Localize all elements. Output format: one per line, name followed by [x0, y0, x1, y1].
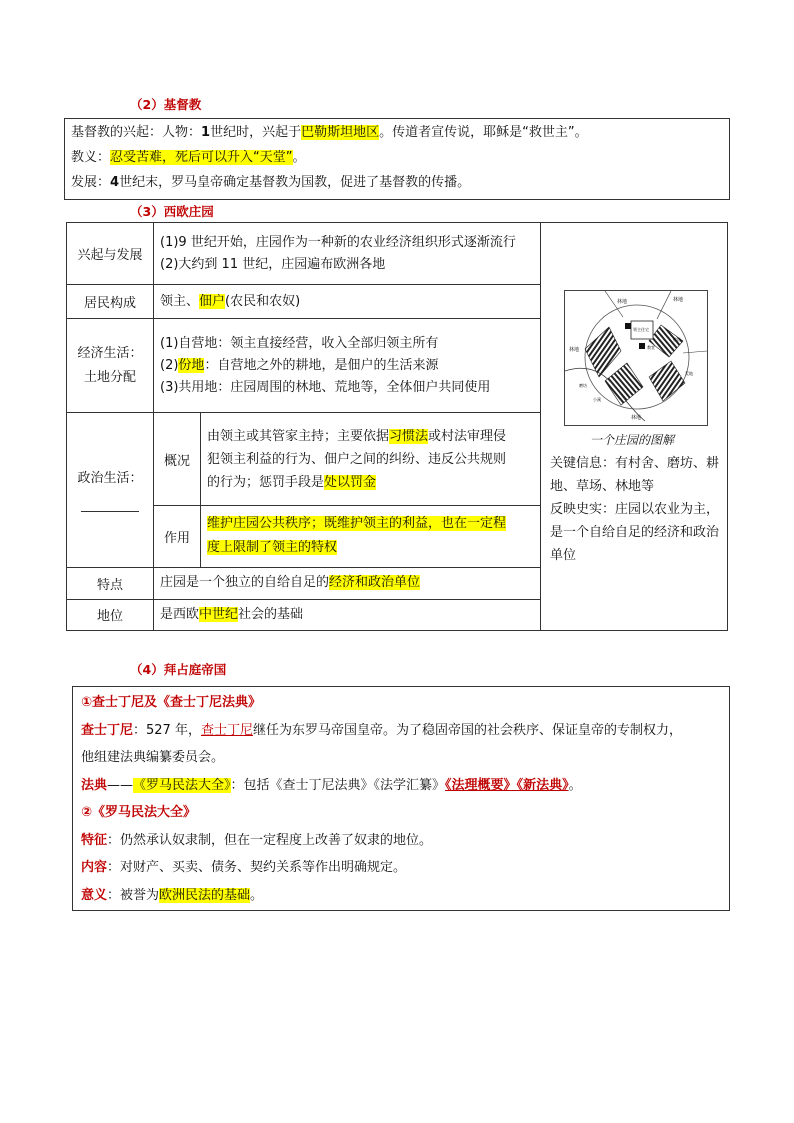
- code-line: 法典——《罗马民法大全》：包括《查士丁尼法典》《法学汇纂》《法理概要》《新法典》。: [81, 777, 582, 793]
- svg-text:荒地: 荒地: [685, 371, 693, 376]
- manor-table: 兴起与发展 (1)9 世纪开始，庄园作为一种新的农业经济组织形式逐渐流行 (2)大约到 11 世纪，庄园遍布欧洲各地 居民构成 领主、佃户(农民和农奴) 经济生活： 土地分配 (1)自营地：领主直接经营，收入全部归领主所有 (2)份地：自营地之外的耕地，是佃户的生活来源 (3)共用地：庄园周围的林地、荒地等，全体佃户共同使用 政治生活： 概况 由领主或其管家主持；主要依据习惯法或村法审理侵 犯领主利益的行为、佃户之间的纠纷、违反公共规则 的行为；惩罚手段是处以罚金 作用 维护庄园公共秩序；既维护领主的利益，也在一定程 度上限制了领主的特权 特点 庄园是一个独立的自给自足的经济和政治单位 地位 是西欧中世纪社会的基础: [66, 222, 728, 631]
- byzantine-box: ①查士丁尼及《查士丁尼法典》 查士丁尼：527 年，查士丁尼继任为东罗马帝国皇帝。为了稳固帝国的社会秩序、保证皇帝的专制权力， 他组建法典编纂委员会。 法典——《罗马民法大全》：包括《查士丁尼法典》《法学汇纂》《法理概要》《新法典》。 ②《罗马民法大全》 特征：仍然承认奴隶制，但在一定程度上改善了奴隶的地位。 内容：对财产、买卖、债务、契约关系等作出明确规定。 意义：被誉为欧洲民法的基础。: [72, 686, 730, 911]
- svg-text:磨坊: 磨坊: [579, 383, 587, 388]
- section-title-byzantine: （4）拜占庭帝国: [130, 662, 227, 677]
- svg-text:教堂: 教堂: [647, 345, 655, 350]
- svg-text:林地: 林地: [631, 415, 642, 421]
- svg-text:林地: 林地: [673, 297, 684, 303]
- row-label-status: 地位: [67, 599, 154, 630]
- svg-text:领主住宅: 领主住宅: [633, 327, 649, 332]
- svg-text:小溪: 小溪: [593, 397, 601, 402]
- feature-line: 特征：仍然承认奴隶制，但在一定程度上改善了奴隶的地位。: [81, 832, 433, 848]
- row-label-residents: 居民构成: [67, 285, 154, 319]
- divider: [81, 511, 139, 512]
- section-title-christianity: （2）基督教: [130, 97, 202, 112]
- church: [639, 343, 645, 349]
- item1-title: ①查士丁尼及《查士丁尼法典》: [81, 695, 262, 710]
- svg-text:林地: 林地: [617, 299, 628, 305]
- row-label-politics: 政治生活：: [67, 413, 154, 567]
- christianity-doctrine: 教义：忍受苦难，死后可以升入“天堂”。: [71, 150, 306, 165]
- meaning-line: 意义：被誉为欧洲民法的基础。: [81, 887, 264, 903]
- row-label-feature: 特点: [67, 567, 154, 599]
- map-notes: 关键信息：有村舍、磨坊、耕地、草场、林地等 反映史实：庄园以农业为主，是一个自给自足的经济和政治单位: [550, 456, 720, 563]
- sub-label-effect: 作用: [154, 505, 201, 567]
- manor-diagram: [564, 290, 708, 426]
- highlight-place: 巴勒斯坦地区: [301, 125, 380, 140]
- section-title-manor: （3）西欧庄园: [130, 204, 214, 219]
- svg-text:牧场: 牧场: [673, 337, 681, 342]
- highlight-doctrine: 忍受苦难，死后可以升入“天堂”: [110, 150, 293, 165]
- sub-label-overview: 概况: [154, 413, 201, 505]
- item2-title: ②《罗马民法大全》: [81, 805, 197, 820]
- christianity-development: 发展：4世纪末，罗马皇帝确定基督教为国教，促进了基督教的传播。: [71, 175, 471, 190]
- justinian-line: 查士丁尼：527 年，查士丁尼继任为东罗马帝国皇帝。为了稳固帝国的社会秩序、保证皇帝的专制权力，: [81, 722, 682, 738]
- row-label-economy: 经济生活： 土地分配: [67, 319, 154, 413]
- manor-diagram-svg: [565, 291, 707, 425]
- christianity-box: [64, 118, 730, 200]
- svg-text:林地: 林地: [569, 347, 580, 353]
- row-label-rise: 兴起与发展: [67, 223, 154, 285]
- map-caption: 一个庄园的图解: [590, 433, 675, 447]
- christianity-rise: 基督教的兴起：人物：1世纪时，兴起于巴勒斯坦地区。传道者宣传说，耶稣是“救世主”。: [71, 125, 588, 140]
- content-line: 内容：对财产、买卖、债务、契约关系等作出明确规定。: [81, 860, 407, 875]
